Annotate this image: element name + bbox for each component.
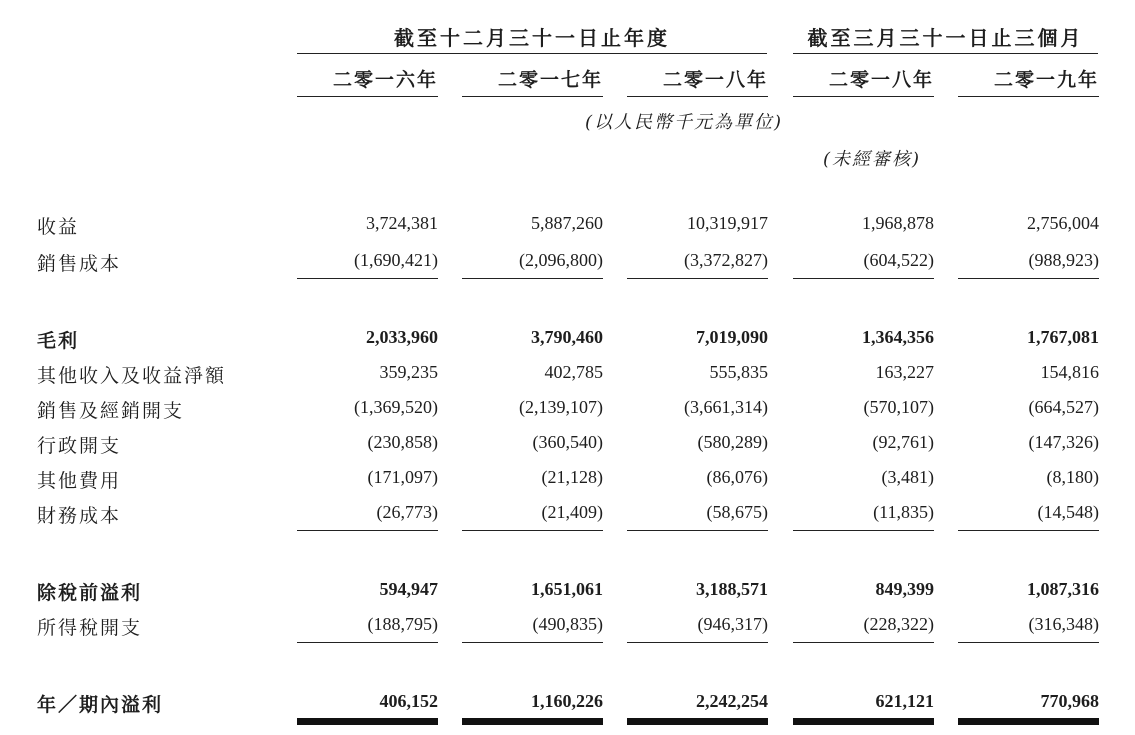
value-cell: (21,128) bbox=[541, 467, 603, 487]
subtotal-rule bbox=[958, 530, 1099, 531]
unaudited-note: (未經審核) bbox=[823, 149, 922, 170]
subtotal-rule bbox=[958, 642, 1099, 643]
year-header-rule bbox=[793, 96, 934, 97]
value-cell: 1,160,226 bbox=[531, 691, 603, 711]
row-label: 毛利 bbox=[37, 330, 80, 352]
row-label: 所得稅開支 bbox=[37, 617, 143, 639]
year-header: 二零一七年 bbox=[497, 69, 603, 91]
subtotal-rule bbox=[627, 530, 768, 531]
value-cell: 154,816 bbox=[1040, 362, 1099, 382]
value-cell: (946,317) bbox=[697, 614, 768, 634]
value-cell: (360,540) bbox=[532, 432, 603, 452]
value-cell: (147,326) bbox=[1028, 432, 1099, 452]
total-double-rule bbox=[297, 718, 438, 725]
row-label: 其他收入及收益淨額 bbox=[37, 365, 227, 387]
total-double-rule bbox=[958, 718, 1099, 725]
value-cell: 2,756,004 bbox=[1027, 213, 1099, 233]
value-cell: (3,481) bbox=[881, 467, 934, 487]
year-header: 二零一九年 bbox=[993, 69, 1099, 91]
value-cell: 1,767,081 bbox=[1027, 327, 1099, 347]
value-cell: 3,790,460 bbox=[531, 327, 603, 347]
value-cell: 402,785 bbox=[544, 362, 603, 382]
value-cell: (2,139,107) bbox=[519, 397, 603, 417]
value-cell: 359,235 bbox=[379, 362, 438, 382]
row-label: 財務成本 bbox=[37, 505, 122, 527]
value-cell: 1,651,061 bbox=[531, 579, 603, 599]
value-cell: 406,152 bbox=[379, 691, 438, 711]
subtotal-rule bbox=[462, 642, 603, 643]
value-cell: (86,076) bbox=[706, 467, 768, 487]
year-header: 二零一八年 bbox=[828, 69, 934, 91]
unit-note: (以人民幣千元為單位) bbox=[585, 112, 784, 133]
value-cell: 1,087,316 bbox=[1027, 579, 1099, 599]
subtotal-rule bbox=[297, 278, 438, 279]
annual-group-header: 截至十二月三十一日止年度 bbox=[394, 26, 670, 50]
value-cell: (580,289) bbox=[697, 432, 768, 452]
total-double-rule bbox=[462, 718, 603, 725]
value-cell: (26,773) bbox=[376, 502, 438, 522]
value-cell: (230,858) bbox=[367, 432, 438, 452]
annual-group-rule bbox=[297, 53, 767, 54]
row-label: 行政開支 bbox=[37, 435, 122, 457]
year-header: 二零一八年 bbox=[662, 69, 768, 91]
value-cell: (3,661,314) bbox=[684, 397, 768, 417]
value-cell: 770,968 bbox=[1040, 691, 1099, 711]
value-cell: (58,675) bbox=[706, 502, 768, 522]
subtotal-rule bbox=[958, 278, 1099, 279]
year-header-rule bbox=[958, 96, 1099, 97]
value-cell: 163,227 bbox=[875, 362, 934, 382]
value-cell: (21,409) bbox=[541, 502, 603, 522]
value-cell: (14,548) bbox=[1037, 502, 1099, 522]
value-cell: (92,761) bbox=[872, 432, 934, 452]
value-cell: 555,835 bbox=[709, 362, 768, 382]
value-cell: 2,033,960 bbox=[366, 327, 438, 347]
value-cell: 849,399 bbox=[875, 579, 934, 599]
value-cell: (316,348) bbox=[1028, 614, 1099, 634]
value-cell: (228,322) bbox=[863, 614, 934, 634]
value-cell: (570,107) bbox=[863, 397, 934, 417]
value-cell: 2,242,254 bbox=[696, 691, 768, 711]
total-double-rule bbox=[793, 718, 934, 725]
subtotal-rule bbox=[462, 278, 603, 279]
value-cell: 594,947 bbox=[379, 579, 438, 599]
value-cell: (988,923) bbox=[1028, 250, 1099, 270]
subtotal-rule bbox=[793, 278, 934, 279]
subtotal-rule bbox=[297, 642, 438, 643]
year-header-rule bbox=[297, 96, 438, 97]
value-cell: (1,690,421) bbox=[354, 250, 438, 270]
value-cell: 3,188,571 bbox=[696, 579, 768, 599]
value-cell: (2,096,800) bbox=[519, 250, 603, 270]
subtotal-rule bbox=[627, 642, 768, 643]
year-header-rule bbox=[627, 96, 768, 97]
row-label: 除稅前溢利 bbox=[37, 582, 143, 604]
value-cell: (8,180) bbox=[1046, 467, 1099, 487]
value-cell: (11,835) bbox=[873, 502, 934, 522]
value-cell: 1,968,878 bbox=[862, 213, 934, 233]
value-cell: 3,724,381 bbox=[366, 213, 438, 233]
value-cell: 1,364,356 bbox=[862, 327, 934, 347]
value-cell: (1,369,520) bbox=[354, 397, 438, 417]
row-label: 銷售成本 bbox=[37, 253, 122, 275]
row-label: 其他費用 bbox=[37, 470, 122, 492]
subtotal-rule bbox=[297, 530, 438, 531]
year-header-rule bbox=[462, 96, 603, 97]
row-label: 收益 bbox=[37, 216, 80, 238]
value-cell: 5,887,260 bbox=[531, 213, 603, 233]
value-cell: (604,522) bbox=[863, 250, 934, 270]
value-cell: (3,372,827) bbox=[684, 250, 768, 270]
total-double-rule bbox=[627, 718, 768, 725]
value-cell: 621,121 bbox=[875, 691, 934, 711]
value-cell: (171,097) bbox=[367, 467, 438, 487]
subtotal-rule bbox=[793, 642, 934, 643]
value-cell: 7,019,090 bbox=[696, 327, 768, 347]
subtotal-rule bbox=[793, 530, 934, 531]
subtotal-rule bbox=[462, 530, 603, 531]
row-label: 銷售及經銷開支 bbox=[37, 400, 185, 422]
value-cell: (188,795) bbox=[367, 614, 438, 634]
value-cell: (490,835) bbox=[532, 614, 603, 634]
quarter-group-rule bbox=[793, 53, 1098, 54]
subtotal-rule bbox=[627, 278, 768, 279]
value-cell: (664,527) bbox=[1028, 397, 1099, 417]
value-cell: 10,319,917 bbox=[687, 213, 768, 233]
quarter-group-header: 截至三月三十一日止三個月 bbox=[807, 26, 1084, 50]
year-header: 二零一六年 bbox=[332, 69, 438, 91]
row-label: 年／期內溢利 bbox=[37, 694, 164, 716]
